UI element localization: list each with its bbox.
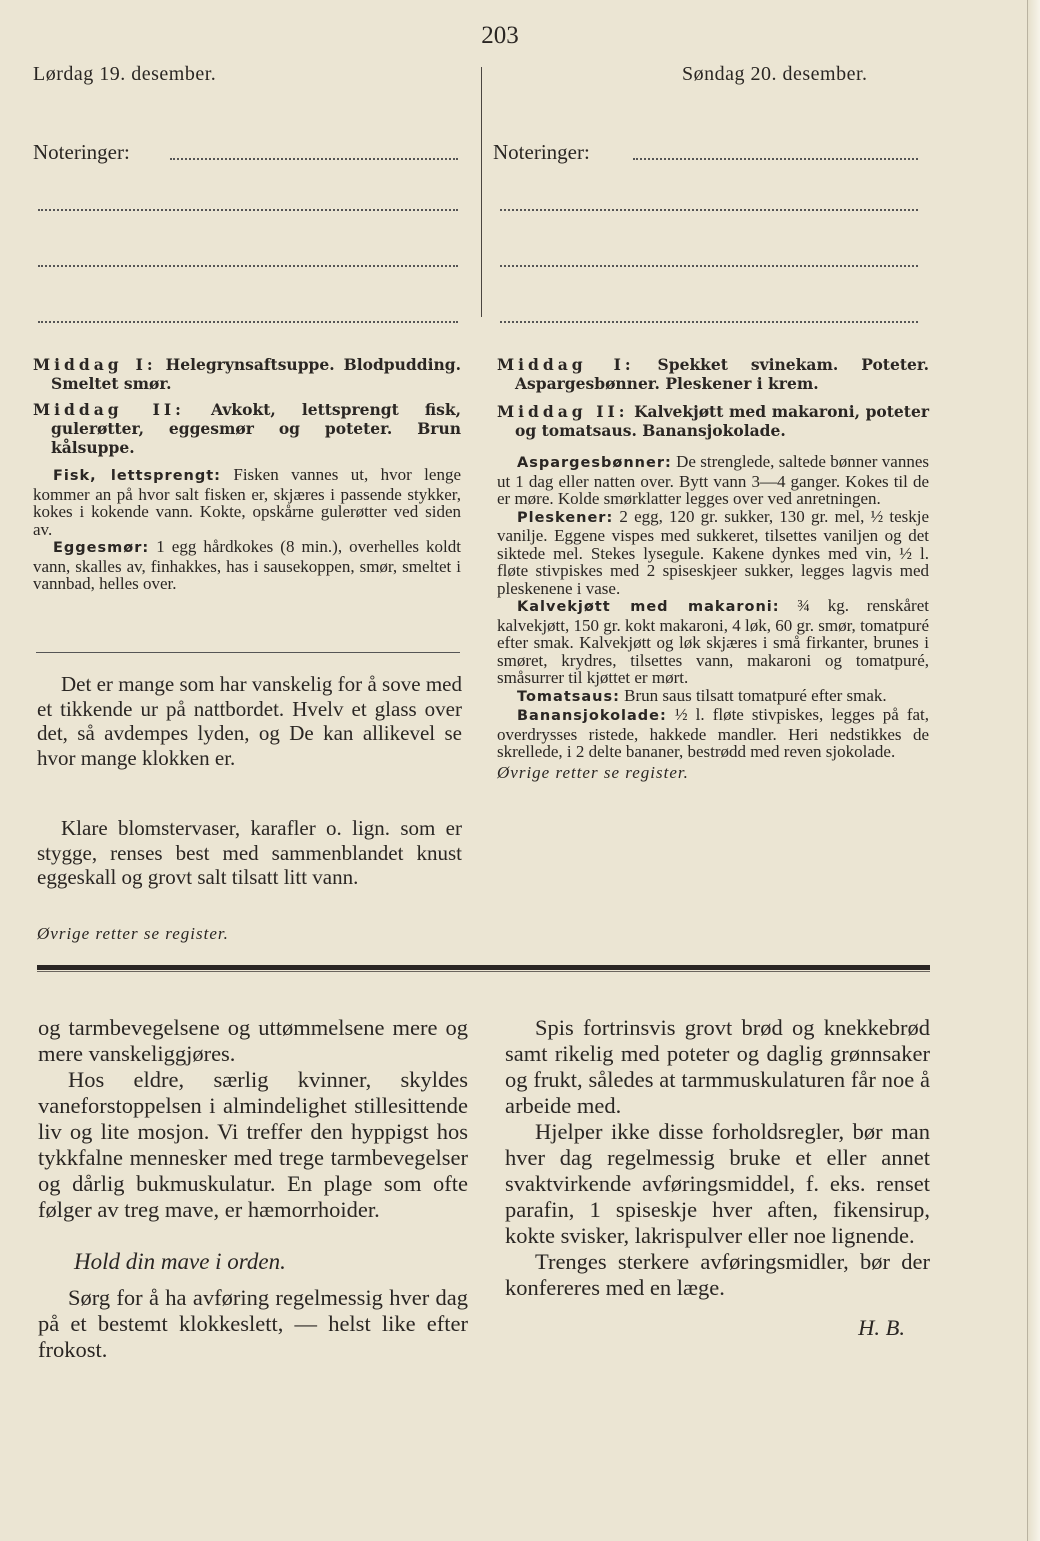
page-edge	[1027, 0, 1040, 1541]
section-rule	[37, 965, 930, 970]
notes-label-right: Noteringer:	[493, 140, 590, 164]
author-signature: H. B.	[858, 1315, 905, 1340]
recipe-right-5-text: ½ l. fløte stivpiskes, legges på fat, overdrysses ristede, hakkede mandler. Heri nedstikkes de skrellede, i 2 delte bananer, bestrødd med reven sjokolade.	[497, 705, 930, 761]
notes-line-right-4[interactable]	[500, 321, 918, 323]
menu-2-right	[497, 402, 929, 440]
menu-2-left	[33, 400, 461, 457]
notes-line-right-2[interactable]	[500, 209, 918, 211]
recipe-right-4-head: Tomatsaus:	[517, 688, 620, 705]
recipe-right-1-head: Aspargesbønner:	[517, 455, 672, 471]
recipe-left-1	[33, 466, 461, 538]
notes-line-left-1[interactable]	[170, 158, 458, 160]
register-note-right: Øvrige retter se register.	[497, 762, 689, 782]
recipe-right-2	[497, 508, 929, 598]
household-tip-1: Det er mange som har vanskelig for å sove med et tikkende ur på nattbordet. Hvelv et glass over det, så avdempes lyden, og De kan allikevel se hvor mange klokken er.	[37, 672, 462, 770]
menu-1-left-label: Middag I:	[33, 355, 157, 374]
section-rule-thin	[37, 971, 930, 972]
menu-2-left-text: Avkokt, lettsprengt fisk, gulerøtter, eggesmør og poteter. Brun kålsuppe.	[51, 400, 461, 457]
recipe-right-1-text: De strenglede, saltede bønner vannes ut 1 dag eller natten over. Bytt vann 3—4 ganger. Kokes til de er møre. Kolde smørklatter legges over ved anretningen.	[497, 452, 930, 508]
menu-2-right-text: Kalvekjøtt med makaroni, poteter og tomatsaus. Banansjokolade.	[515, 402, 929, 440]
menu-1-right-text: Spekket svinekam. Poteter. Aspargesbønner. Pleskener i krem.	[515, 355, 929, 393]
article-right-p3: Trenges sterkere avføringsmidler, bør der konfereres med en læge.	[505, 1249, 930, 1300]
menu-2-right-label: Middag II:	[497, 402, 629, 421]
recipe-right-5-head: Banansjokolade:	[517, 708, 667, 724]
recipe-right-2-head: Pleskener:	[517, 509, 614, 526]
recipe-right-3-text: ¾ kg. renskåret kalvekjøtt, 150 gr. kokt makaroni, 4 løk, 60 gr. smør, tomatpuré efter smak. Kalvekjøtt og løk skjæres i små firkanter, brunes i smøret, krydres, tilsettes vann, makaroni og tomatpuré, småsurrer til kjøttet er mørt.	[497, 596, 929, 687]
recipe-right-4-text: Brun saus tilsatt tomatpuré efter smak.	[624, 685, 887, 705]
article-left-p1: og tarmbevegelsene og uttømmelsene mere og mere vanskeliggjøres.	[38, 1015, 468, 1066]
recipe-right-5	[497, 706, 929, 761]
date-left: Lørdag 19. desember.	[33, 63, 217, 85]
recipe-left-2-text: 1 egg hårdkokes (8 min.), overhelles koldt vann, skalles av, finhakkes, has i sausekoppen, smør, smeltet i vannbad, helles over.	[33, 537, 462, 593]
recipe-right-4	[497, 687, 929, 707]
article-right-column	[505, 1015, 930, 1341]
article-right-p2: Hjelper ikke disse forholdsregler, bør man hver dag regelmessig bruke et eller annet svaktvirkende avføringsmiddel, f. eks. renset parafin, 1 spiseskje hver aften, fikensirup, kokte svisker, lakrispulver eller noe lignende.	[505, 1119, 930, 1248]
notes-line-right-3[interactable]	[500, 265, 918, 267]
article-left-column	[38, 1015, 468, 1363]
article-left-p2: Hos eldre, særlig kvinner, skyldes vaneforstoppelsen i almindelighet stillesittende liv og lite mosjon. Vi treffer den hyppigst hos tykkfalne mennesker med trege tarmbevegelser og dårlig bukmuskulatur. En plage som ofte følger av treg mave, er hæmorrhoider.	[38, 1067, 468, 1222]
menu-2-left-label: Middag II:	[33, 400, 185, 419]
menu-1-left-text: Helegrynsaftsuppe. Blodpudding. Smeltet smør.	[51, 355, 461, 393]
separator-line	[36, 652, 460, 653]
left-menu-column	[33, 355, 461, 593]
recipe-right-2-text: 2 egg, 120 gr. sukker, 130 gr. mel, ½ teskje vanilje. Eggene vispes med sukkeret, tilsettes vaniljen og det siktede mel. Stekes lysegule. Kakene dynkes med vin, ½ l. fløte stivpiskes med 2 spiseskjeer sukker, legges lagvis med pleskenene i vase.	[497, 506, 930, 598]
notes-label-left: Noteringer:	[33, 140, 130, 164]
menu-1-left	[33, 355, 461, 393]
recipe-left-1-text: Fisken vannes ut, hvor lenge kommer an på hvor salt fisken er, skjæres i passende stykker, kokes i kokende vann. Kokte, opskårne gulerøtter ved siden av.	[33, 465, 461, 539]
recipe-right-3	[497, 597, 929, 687]
article-right-p1: Spis fortrinsvis grovt brød og knekkebrød samt rikelig med poteter og daglig grønnsaker og frukt, således at tarmmuskulaturen får noe å arbeide med.	[505, 1015, 930, 1118]
recipe-left-2-head: Eggesmør:	[53, 540, 150, 556]
recipe-right-3-head: Kalvekjøtt med makaroni:	[517, 599, 780, 615]
date-right: Søndag 20. desember.	[682, 63, 868, 85]
recipe-right-1	[497, 453, 929, 508]
column-divider	[481, 67, 482, 317]
article-left-p3: Sørg for å ha avføring regelmessig hver dag på et bestemt klokkeslett, — helst like efter frokost.	[38, 1285, 468, 1362]
recipe-left-1-head: Fisk, lettsprengt:	[53, 468, 221, 484]
menu-1-right-label: Middag I:	[497, 355, 635, 374]
recipe-left-2	[33, 538, 461, 593]
notes-line-left-4[interactable]	[38, 321, 458, 323]
menu-1-right	[497, 355, 929, 393]
article-subheading: Hold din mave i orden.	[74, 1249, 286, 1274]
register-note-left: Øvrige retter se register.	[37, 924, 229, 943]
notes-line-left-2[interactable]	[38, 209, 458, 211]
notes-line-right-1[interactable]	[633, 158, 918, 160]
notes-line-left-3[interactable]	[38, 265, 458, 267]
right-menu-column	[497, 355, 929, 783]
household-tip-2: Klare blomstervaser, karafler o. lign. som er stygge, renses best med sammenblandet knust eggeskall og grovt salt tilsatt litt vann.	[37, 816, 462, 889]
page-number: 203	[481, 22, 519, 49]
